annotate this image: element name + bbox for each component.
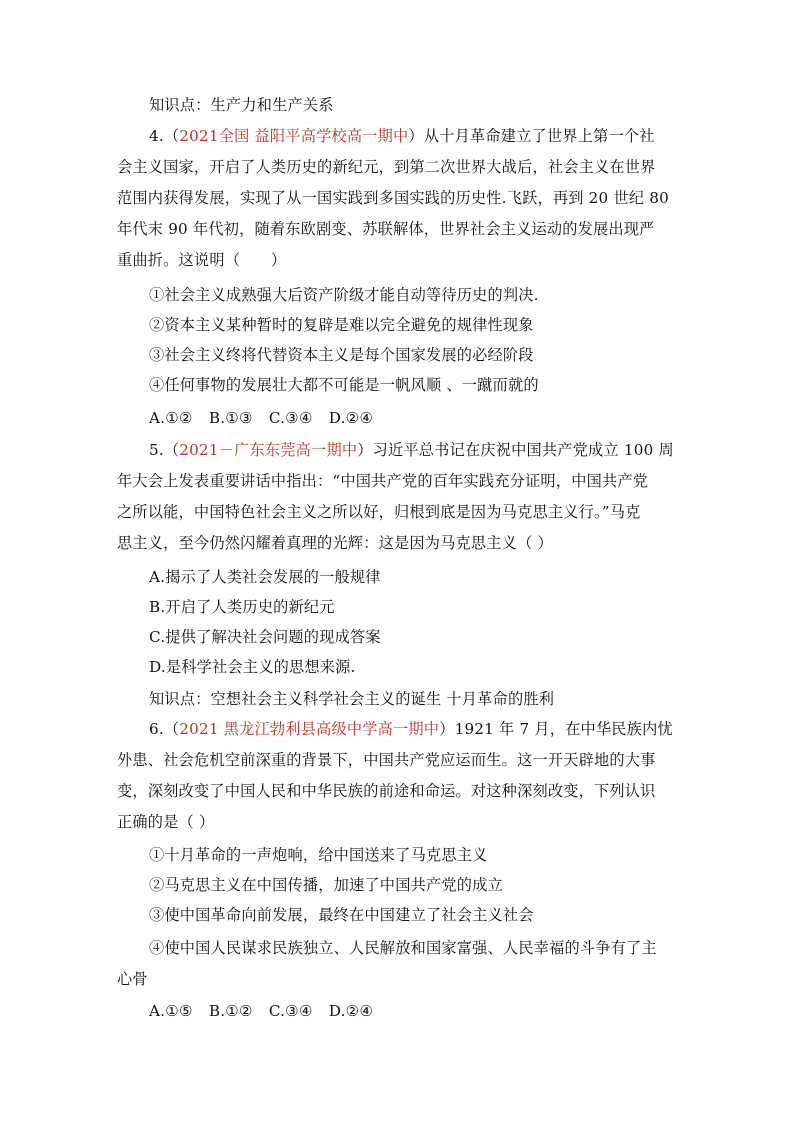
- question-4-line: 重曲折。这说明（ ）: [117, 251, 287, 269]
- question-source-bracket: ）: [439, 720, 455, 738]
- option-a: A.揭示了人类社会发展的一般规律: [149, 568, 381, 586]
- question-source-bracket: （: [163, 720, 180, 738]
- knowledge-point-2: 知识点：空想社会主义科学社会主义的诞生 十月革命的胜利: [149, 690, 555, 708]
- question-4-line: 会主义国家，开启了人类历史的新纪元，到第二次世界大战后，社会主义在世界: [117, 158, 656, 176]
- statement-4: ④任何事物的发展壮大都不可能是一帆风顺 、一蹴而就的: [149, 376, 539, 394]
- question-5-line: 年大会上发表重要讲话中指出：“中国共产党的百年实践充分证明，中国共产党: [117, 472, 649, 490]
- option-b: B.①③: [208, 409, 253, 427]
- question-source-bracket: （: [163, 441, 180, 459]
- question-4-first-line: [149, 121, 677, 151]
- option-b: B.开启了人类历史的新纪元: [149, 598, 335, 616]
- option-a: A.①②: [149, 409, 193, 427]
- statement-3: ③使中国革命向前发展，最终在中国建立了社会主义社会: [149, 906, 534, 924]
- question-source: 2021－广东东莞高一期中: [179, 441, 358, 459]
- question-source-bracket: ）: [357, 441, 373, 459]
- option-c: C.提供了解决社会问题的现成答案: [149, 628, 381, 646]
- question-6-first-line: [149, 714, 677, 744]
- question-text: 从十月革命建立了世界上第一个社: [423, 127, 655, 145]
- question-6-line: 外患、社会危机空前深重的背景下，中国共产党应运而生。这一开天辟地的大事: [117, 751, 656, 769]
- question-source: 2021 黑龙江勃利县高级中学高一期中: [179, 720, 440, 738]
- statement-2: ②资本主义某种暂时的复辟是难以完全避免的规律性现象: [149, 316, 534, 334]
- question-text: 1921 年 7 月，在中华民族内忧: [454, 720, 673, 738]
- question-6-line: 正确的是（ ）: [117, 813, 215, 831]
- option-a: A.①⑤: [149, 1002, 193, 1020]
- statement-1: ①十月革命的一声炮响，给中国送来了马克思主义: [149, 846, 488, 864]
- statement-4: ④使中国人民谋求民族独立、人民解放和国家富强、人民幸福的斗争有了主: [149, 939, 657, 957]
- option-d: D.②④: [328, 1002, 374, 1020]
- question-6-line: 变，深刻改变了中国人民和中华民族的前途和命运。对这种深刻改变，下列认识: [117, 782, 656, 800]
- question-4-line: 范围内获得发展，实现了从一国实践到多国实践的历史性.飞跃，再到 20 世纪 80: [117, 189, 669, 207]
- question-5-line: 之所以能，中国特色社会主义之所以好，归根到底是因为马克思主义行。”马克: [117, 503, 641, 521]
- question-5-first-line: [149, 435, 677, 465]
- question-4-line: 年代末 90 年代初，随着东欧剧变、苏联解体，世界社会主义运动的发展出现严: [117, 220, 655, 238]
- statement-2: ②马克思主义在中国传播，加速了中国共产党的成立: [149, 876, 503, 894]
- question-source-bracket: （: [163, 127, 180, 145]
- knowledge-point-1: 知识点：生产力和生产关系: [149, 96, 334, 114]
- statement-4-continued: 心骨: [117, 970, 148, 988]
- question-number: 6.: [149, 720, 164, 738]
- option-d: D.②④: [328, 409, 374, 427]
- option-b: B.①②: [208, 1002, 253, 1020]
- question-source: 2021全国 益阳平高学校高一期中: [179, 127, 409, 145]
- statement-3: ③社会主义终将代替资本主义是每个国家发展的必经阶段: [149, 346, 534, 364]
- question-number: 4.: [149, 127, 164, 145]
- question-5-line: 思主义，至今仍然闪耀着真理的光辉：这是因为马克思主义（ ）: [117, 534, 553, 552]
- answer-options: [149, 403, 677, 433]
- option-d: D.是科学社会主义的思想来源.: [149, 658, 356, 676]
- option-c: C.③④: [268, 1002, 313, 1020]
- option-c: C.③④: [268, 409, 313, 427]
- question-number: 5.: [149, 441, 164, 459]
- question-source-bracket: ）: [408, 127, 424, 145]
- question-text: 习近平总书记在庆祝中国共产党成立 100 周: [372, 441, 674, 459]
- statement-1: ①社会主义成熟强大后资产阶级才能自动等待历史的判决.: [149, 286, 539, 304]
- answer-options: [149, 996, 677, 1026]
